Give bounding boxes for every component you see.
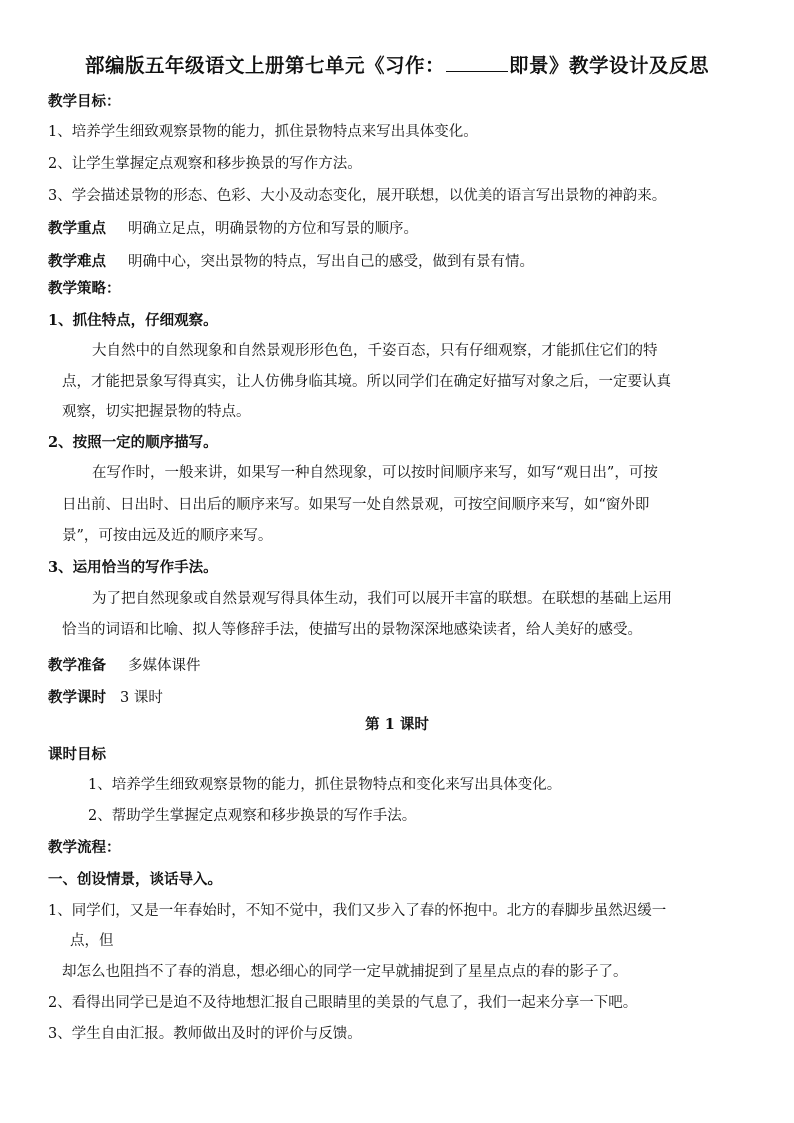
key-point-row xyxy=(48,219,418,239)
strategy-title: 3、运用恰当的写作手法。 xyxy=(48,559,218,576)
strategy-paragraph-line: 在写作时，一般来讲，如果写一种自然现象，可以按时间顺序来写，如写“观日出”，可按 xyxy=(92,465,658,481)
strategy-heading: 教学策略： xyxy=(48,280,121,297)
hours-label: 教学课时 xyxy=(48,689,106,706)
lesson-goal-item: 1、培养学生细致观察景物的能力，抓住景物特点和变化来写出具体变化。 xyxy=(88,777,562,793)
strategy-title: 1、抓住特点，仔细观察。 xyxy=(48,312,218,329)
strategy-paragraph-line: 恰当的词语和比喻、拟人等修辞手法，使描写出的景物深深地感染读者，给人美好的感受。 xyxy=(62,622,642,638)
lesson-goal-item: 2、帮助学生掌握定点观察和移步换景的写作手法。 xyxy=(88,808,417,824)
goal-item: 2、让学生掌握定点观察和移步换景的写作方法。 xyxy=(48,156,362,172)
title-after: 即景》教学设计及反思 xyxy=(509,54,710,77)
title-blank-line xyxy=(446,55,508,72)
strategy-paragraph-line: 景”，可按由远及近的顺序来写。 xyxy=(62,528,273,544)
hours-row xyxy=(48,688,163,708)
key-point-label: 教学重点 xyxy=(48,220,106,237)
flow-heading: 教学流程： xyxy=(48,839,121,856)
flow-item-line: 1、同学们，又是一年春始时，不知不觉中，我们又步入了春的怀抱中。北方的春脚步虽然迟缓一 xyxy=(48,903,667,919)
prep-text: 多媒体课件 xyxy=(128,658,201,674)
step-heading: 一、创设情景，谈话导入。 xyxy=(48,871,222,888)
flow-item-line: 3、学生自由汇报。教师做出及时的评价与反馈。 xyxy=(48,1026,362,1042)
strategy-paragraph-line: 观察，切实把握景物的特点。 xyxy=(62,404,251,420)
title-before: 部编版五年级语文上册第七单元《习作： xyxy=(84,54,445,77)
prep-row xyxy=(48,656,201,676)
difficulty-label: 教学难点 xyxy=(48,253,106,270)
difficulty-text: 明确中心，突出景物的特点，写出自己的感受，做到有景有情。 xyxy=(128,254,534,270)
strategy-paragraph-line: 点，才能把景象写得真实，让人仿佛身临其境。所以同学们在确定好描写对象之后，一定要认真 xyxy=(62,374,671,390)
goals-heading: 教学目标： xyxy=(48,93,121,110)
key-point-text: 明确立足点，明确景物的方位和写景的顺序。 xyxy=(128,221,418,237)
flow-item-line: 却怎么也阻挡不了春的消息，想必细心的同学一定早就捕捉到了星星点点的春的影子了。 xyxy=(62,964,628,980)
strategy-paragraph-line: 大自然中的自然现象和自然景观形形色色，千姿百态，只有仔细观察，才能抓住它们的特 xyxy=(92,343,658,359)
flow-item-line: 点，但 xyxy=(70,933,114,949)
goal-item: 3、学会描述景物的形态、色彩、大小及动态变化，展开联想，以优美的语言写出景物的神韵来。 xyxy=(48,188,667,204)
strategy-paragraph-line: 为了把自然现象或自然景观写得具体生动，我们可以展开丰富的联想。在联想的基础上运用 xyxy=(92,591,672,607)
goal-item: 1、培养学生细致观察景物的能力，抓住景物特点来写出具体变化。 xyxy=(48,124,478,140)
difficulty-row xyxy=(48,252,534,272)
strategy-paragraph-line: 日出前、日出时、日出后的顺序来写。如果写一处自然景观，可按空间顺序来写，如“窗外即 xyxy=(62,497,650,513)
lesson-goals-heading: 课时目标 xyxy=(48,746,106,763)
hours-text: 3 课时 xyxy=(120,690,163,706)
prep-label: 教学准备 xyxy=(48,657,106,674)
strategy-title: 2、按照一定的顺序描写。 xyxy=(48,434,218,451)
document-title xyxy=(0,50,794,78)
lesson-heading: 第 1 课时 xyxy=(365,716,429,733)
flow-item-line: 2、看得出同学已是迫不及待地想汇报自己眼睛里的美景的气息了，我们一起来分享一下吧。 xyxy=(48,995,638,1011)
